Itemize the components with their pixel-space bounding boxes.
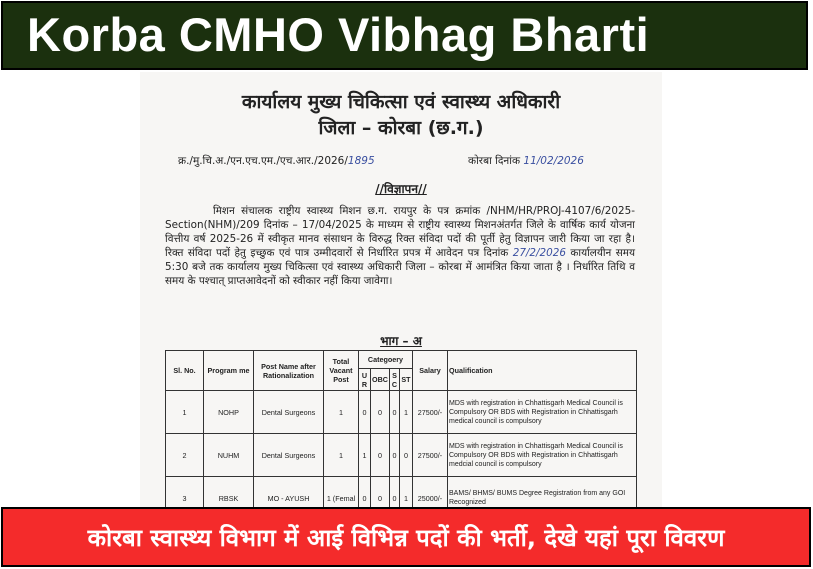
cell-ur: 1 [359, 434, 371, 477]
header-st: ST [399, 369, 412, 391]
reference-number [178, 154, 375, 168]
banner-title: Korba CMHO Vibhag Bharti [27, 8, 650, 61]
cell-obc: 0 [371, 477, 390, 520]
last-date: 27/2/2026 [512, 247, 566, 259]
table-row [166, 434, 637, 477]
ref-number: 1895 [347, 155, 375, 167]
cell-total: 1 [324, 391, 359, 434]
header-program: Program me [204, 351, 254, 391]
cell-qualification: BAMS/ BHMS/ BUMS Degree Registration from any GOI Recognized [447, 477, 636, 520]
cell-sc: 0 [389, 477, 399, 520]
advertisement-heading: //विज्ञापन// [375, 182, 427, 196]
notice-paragraph [165, 204, 635, 288]
para-part1: मिशन संचालक राष्ट्रीय स्वास्थ्य मिशन छ.ग. रायपुर के पत्र क्रमांक /NHM/HR/PROJ-4107/6/2025-Section(NHM)/209 दिनांक – 17/04/2025 के माध्यम से राष्ट्रीय स्वास्थ्य मिशनअंतर्गत जिले के वार्षिक कार्य योजना वित्तीय वर्ष 2025-26 में स्वीकृत मानव संसाधन के विरुद्ध रिक्त संविदा पदों की पूर्ती हेतु विज्ञापन जारी किया जा रहा है। रिक्त संविदा पदों हेतु इच्छुक एवं पात्र उम्मीदवारों से निर्धारित प्रपत्र में आवेदन पत्र दिनांक [165, 205, 635, 259]
cell-salary: 27500/- [412, 434, 447, 477]
header-qualification: Qualification [447, 351, 636, 391]
cell-obc: 0 [371, 434, 390, 477]
district-title: जिला – कोरबा (छ.ग.) [318, 117, 484, 139]
part-heading: भाग – अ [380, 334, 422, 348]
cell-program: RBSK [204, 477, 254, 520]
header-salary: Salary [412, 351, 447, 391]
date-label: कोरबा दिनांक [468, 155, 521, 167]
cell-sc: 0 [389, 434, 399, 477]
date-value: 11/02/2026 [523, 155, 584, 167]
cell-ur: 0 [359, 477, 371, 520]
cell-program: NUHM [204, 434, 254, 477]
cell-sl: 2 [166, 434, 204, 477]
cell-st: 1 [399, 391, 412, 434]
cell-post: MO - AYUSH [254, 477, 324, 520]
notice-date [468, 154, 584, 168]
cell-ur: 0 [359, 391, 371, 434]
cell-st: 0 [399, 434, 412, 477]
vacancy-table [165, 350, 637, 520]
header-total: Total Vacant Post [324, 351, 359, 391]
para-part2: कार्यालयीन समय 5:30 बजे तक कार्यालय मुख्य चिकित्सा एवं स्वास्थ्य अधिकारी जिला – कोरबा में आमंत्रित किया जाता है । निर्धारित तिथि व समय के पश्चात् प्राप्तआवेदनों को स्वीकार नहीं किया जावेगा। [165, 247, 635, 287]
cell-st: 1 [399, 477, 412, 520]
title-banner [1, 1, 808, 70]
headline-text: कोरबा स्वास्थ्य विभाग में आई विभिन्न पदों की भर्ती, देखे यहां पूरा विवरण [87, 524, 725, 552]
header-category: Categoery [359, 351, 413, 369]
cell-post: Dental Surgeons [254, 391, 324, 434]
cell-qualification: MDS with registration in Chhattisgarh Medical Council is Compulsory OR BDS with Registration in Chhattisgarh medical council is compulsory [447, 391, 636, 434]
cell-obc: 0 [371, 391, 390, 434]
header-sl: Sl. No. [166, 351, 204, 391]
header-post: Post Name after Rationalization [254, 351, 324, 391]
office-title: कार्यालय मुख्य चिकित्सा एवं स्वास्थ्य अधिकारी [241, 91, 561, 113]
header-sc: S C [389, 369, 399, 391]
ref-prefix: क्र./मु.चि.अ./एन.एच.एम./एच.आर./2026/ [178, 155, 348, 167]
table-row [166, 391, 637, 434]
cell-total: 1 (Femal [324, 477, 359, 520]
header-ur: U R [359, 369, 371, 391]
cell-sl: 3 [166, 477, 204, 520]
notice-document [140, 72, 662, 512]
headline-banner [1, 507, 811, 567]
cell-post: Dental Surgeons [254, 434, 324, 477]
cell-qualification: MDS with registration in Chhattisgarh Medical Council is Compulsory OR BDS with Registration in Chhattisgarh medcial council is compulsory [447, 434, 636, 477]
cell-salary: 25000/- [412, 477, 447, 520]
header-obc: OBC [371, 369, 390, 391]
cell-program: NOHP [204, 391, 254, 434]
cell-sc: 0 [389, 391, 399, 434]
cell-total: 1 [324, 434, 359, 477]
cell-salary: 27500/- [412, 391, 447, 434]
cell-sl: 1 [166, 391, 204, 434]
